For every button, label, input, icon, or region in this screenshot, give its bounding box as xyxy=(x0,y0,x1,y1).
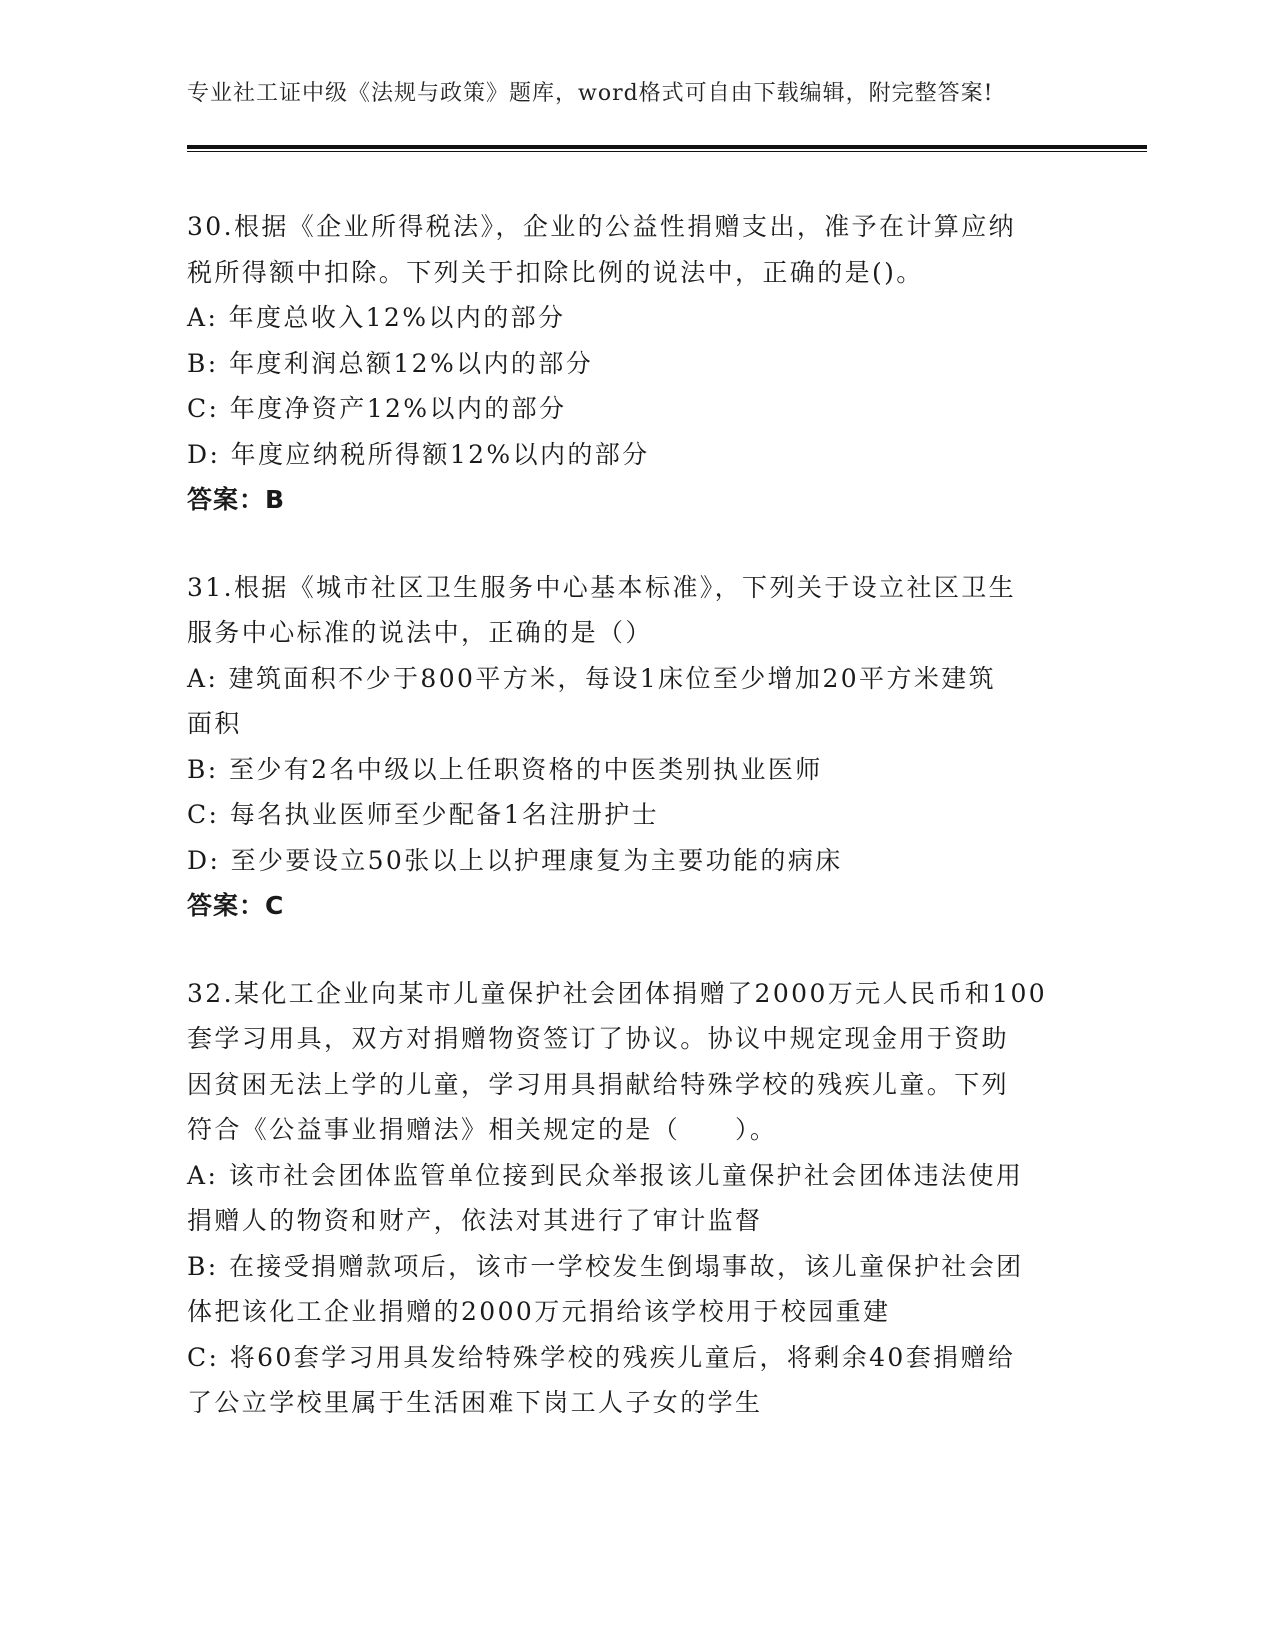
option-a-continued: 捐赠人的物资和财产，依法对其进行了审计监督 xyxy=(187,1206,763,1235)
question-stem-line: 符合《公益事业捐赠法》相关规定的是（ ）。 xyxy=(187,1115,778,1144)
option-a: A: 建筑面积不少于800平方米，每设1床位至少增加20平方米建筑 xyxy=(187,663,997,693)
option-a: A: 该市社会团体监管单位接到民众举报该儿童保护社会团体违法使用 xyxy=(187,1160,1024,1190)
question-30 xyxy=(187,204,1077,523)
option-a: A: 年度总收入12%以内的部分 xyxy=(187,303,566,332)
question-stem-line: 税所得额中扣除。下列关于扣除比例的说法中，正确的是()。 xyxy=(187,257,924,287)
question-list xyxy=(187,204,1077,1468)
option-c: C: 年度净资产12%以内的部分 xyxy=(187,394,567,423)
question-stem-line: 服务中心标准的说法中，正确的是（） xyxy=(187,618,653,647)
option-d: D: 年度应纳税所得额12%以内的部分 xyxy=(187,439,650,469)
option-c: C: 将60套学习用具发给特殊学校的残疾儿童后，将剩余40套捐赠给 xyxy=(187,1342,1016,1372)
option-c: C: 每名执业医师至少配备1名注册护士 xyxy=(187,800,660,829)
option-a-continued: 面积 xyxy=(187,709,242,738)
question-stem-line: 套学习用具，双方对捐赠物资签订了协议。协议中规定现金用于资助 xyxy=(187,1024,1010,1053)
question-stem-line: 31.根据《城市社区卫生服务中心基本标准》，下列关于设立社区卫生 xyxy=(187,572,1017,602)
answer-label: 答案：C xyxy=(187,891,285,920)
option-b: B: 在接受捐赠款项后，该市一学校发生倒塌事故，该儿童保护社会团 xyxy=(187,1251,1024,1281)
question-stem-line: 32.某化工企业向某市儿童保护社会团体捐赠了2000万元人民币和100 xyxy=(187,978,1048,1008)
question-stem-line: 因贫困无法上学的儿童，学习用具捐献给特殊学校的残疾儿童。下列 xyxy=(187,1069,1010,1099)
option-c-continued: 了公立学校里属于生活困难下岗工人子女的学生 xyxy=(187,1388,763,1417)
option-b: B: 至少有2名中级以上任职资格的中医类别执业医师 xyxy=(187,754,823,784)
question-stem-line: 30.根据《企业所得税法》，企业的公益性捐赠支出，准予在计算应纳 xyxy=(187,212,1017,241)
page-header: 专业社工证中级《法规与政策》题库，word格式可自由下载编辑，附完整答案! xyxy=(187,81,994,106)
header-divider-thin xyxy=(187,151,1147,152)
option-b: B: 年度利润总额12%以内的部分 xyxy=(187,348,594,378)
header-divider xyxy=(187,145,1147,149)
option-b-continued: 体把该化工企业捐赠的2000万元捐给该学校用于校园重建 xyxy=(187,1297,891,1326)
answer-label: 答案：B xyxy=(187,485,286,514)
question-32 xyxy=(187,971,1077,1426)
question-31 xyxy=(187,565,1077,929)
option-d: D: 至少要设立50张以上以护理康复为主要功能的病床 xyxy=(187,845,843,875)
